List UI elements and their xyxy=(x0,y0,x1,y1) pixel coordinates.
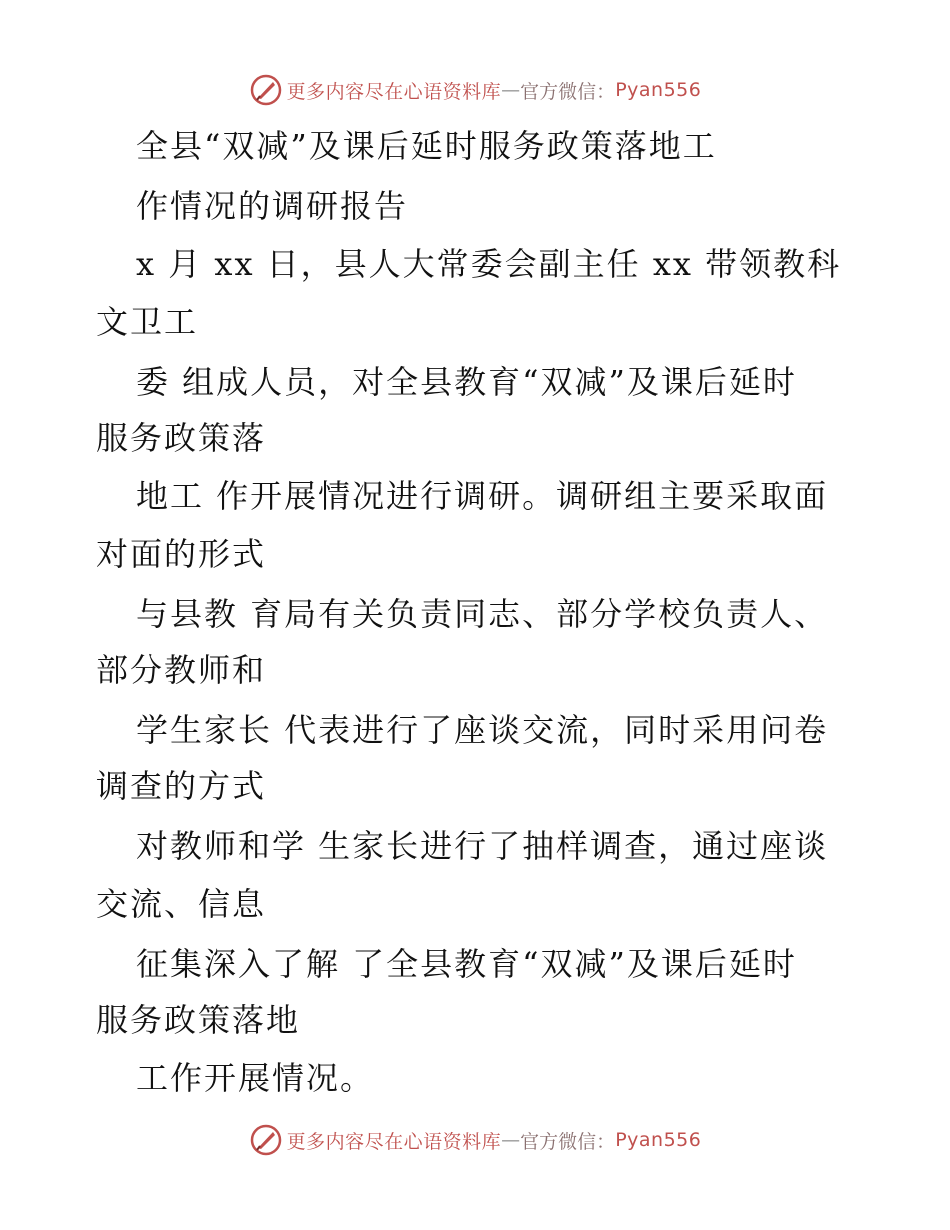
header-watermark xyxy=(0,70,950,110)
quill-logo-icon xyxy=(249,1123,283,1157)
title-line-1: 全县“双减”及课后延时服务政策落地工 xyxy=(136,127,717,165)
watermark-text: 更多内容尽在心语资料库 xyxy=(286,80,502,103)
footer-watermark xyxy=(0,1120,950,1160)
body-line: 对面的形式 xyxy=(96,535,267,573)
body-line: 征集深入了解 了全县教育“双减”及课后延时 xyxy=(136,945,797,983)
body-line: 地工 作开展情况进行调研。调研组主要采取面 xyxy=(136,477,829,515)
body-line: 委 组成人员，对全县教育“双减”及课后延时 xyxy=(136,363,797,401)
watermark-separator: — xyxy=(501,1129,521,1151)
watermark-account: Pyan556 xyxy=(615,79,702,101)
body-line: 对教师和学 生家长进行了抽样调查，通过座谈 xyxy=(136,827,829,865)
watermark-text: 更多内容尽在心语资料库 xyxy=(286,1130,502,1153)
body-line: 文卫工 xyxy=(96,303,199,341)
body-line: 学生家长 代表进行了座谈交流，同时采用问卷 xyxy=(136,711,829,749)
body-line: 服务政策落地 xyxy=(96,1001,301,1039)
body-line: 服务政策落 xyxy=(96,419,267,457)
watermark-suffix: 官方微信： xyxy=(520,1130,616,1153)
body-line: 交流、信息 xyxy=(96,885,267,923)
quill-logo-icon xyxy=(249,73,283,107)
watermark-suffix: 官方微信： xyxy=(520,80,616,103)
title-line-2: 作情况的调研报告 xyxy=(136,187,409,225)
body-line: 工作开展情况。 xyxy=(136,1059,375,1097)
watermark-separator: — xyxy=(501,79,521,101)
body-line: 调查的方式 xyxy=(96,767,267,805)
body-line: 与县教 育局有关负责同志、部分学校负责人、 xyxy=(136,595,829,633)
body-line: x 月 xx 日，县人大常委会副主任 xx 带领教科 xyxy=(136,245,842,283)
watermark-account: Pyan556 xyxy=(615,1129,702,1151)
body-line: 部分教师和 xyxy=(96,651,267,689)
